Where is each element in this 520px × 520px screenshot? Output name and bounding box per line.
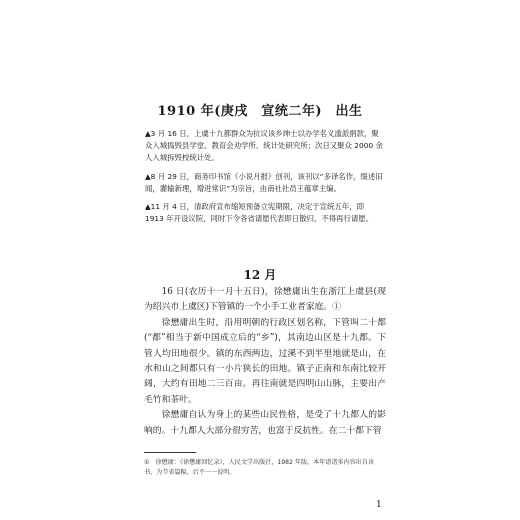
month-heading: 12 月	[243, 268, 277, 282]
paragraph: 16 日(农历十一月十五日)，徐懋庸出生在浙江上虞县(现为绍兴市上虞区)下管镇的一个小手工业者家庭。①	[144, 287, 386, 313]
body-text	[144, 285, 386, 439]
paragraph: 徐懋庸出生时，沿用明朝的行政区划名称，下管叫二十都(“都”相当于新中国成立后的“乡”)，其南边山区是十九都。下管人均田地很少。镇的东西两边，过溪不到半里地就是山，在水和山之间都只有一小片狭长的田地。镇子正南和东南比较开阔，大约有田地二三百亩。再往南就是四明山山脉，主要出产毛竹和茶叶。	[144, 317, 386, 405]
footnote: ① 徐懋庸：《徐懋庸回忆录》，人民文学出版社，1982 年版。本年谱诸多内容出自该书，为节省篇幅，后不一一说明。	[144, 459, 375, 476]
page-title: 1910 年(庚戌 宣统二年) 出生	[157, 104, 363, 119]
footnote-divider	[144, 452, 196, 453]
event-item: ▲11 月 4 日，清政府宣布缩短预备立宪期限，决定于宣统五年，即 1913 年开设议院，同时下令各省请愿代表即日散归，不得再行请愿。	[145, 202, 374, 224]
page-number: 1	[376, 500, 382, 510]
event-item: ▲3 月 16 日，上虞十九都群众为抗议该乡绅士以办学名义滥派捐款，聚众入城捣毁县学堂、教育会劝学所、统计处研究所；次日又聚众 2000 余人入城拆毁校统计处。	[145, 129, 383, 163]
historical-events-list	[145, 128, 385, 231]
paragraph: 徐懋庸自认为身上的某些山民性格，是受了十九都人的影响的。十九都人大部分很穷苦，也富于反抗性。在二十都下管	[144, 410, 386, 436]
event-item: ▲8 月 29 日，商务印书馆《小说月报》创刊，该刊以“多译名作，缀述旧闻，灌输新理，增进常识”为宗旨，由南社社员王蕴章主编。	[145, 171, 383, 193]
